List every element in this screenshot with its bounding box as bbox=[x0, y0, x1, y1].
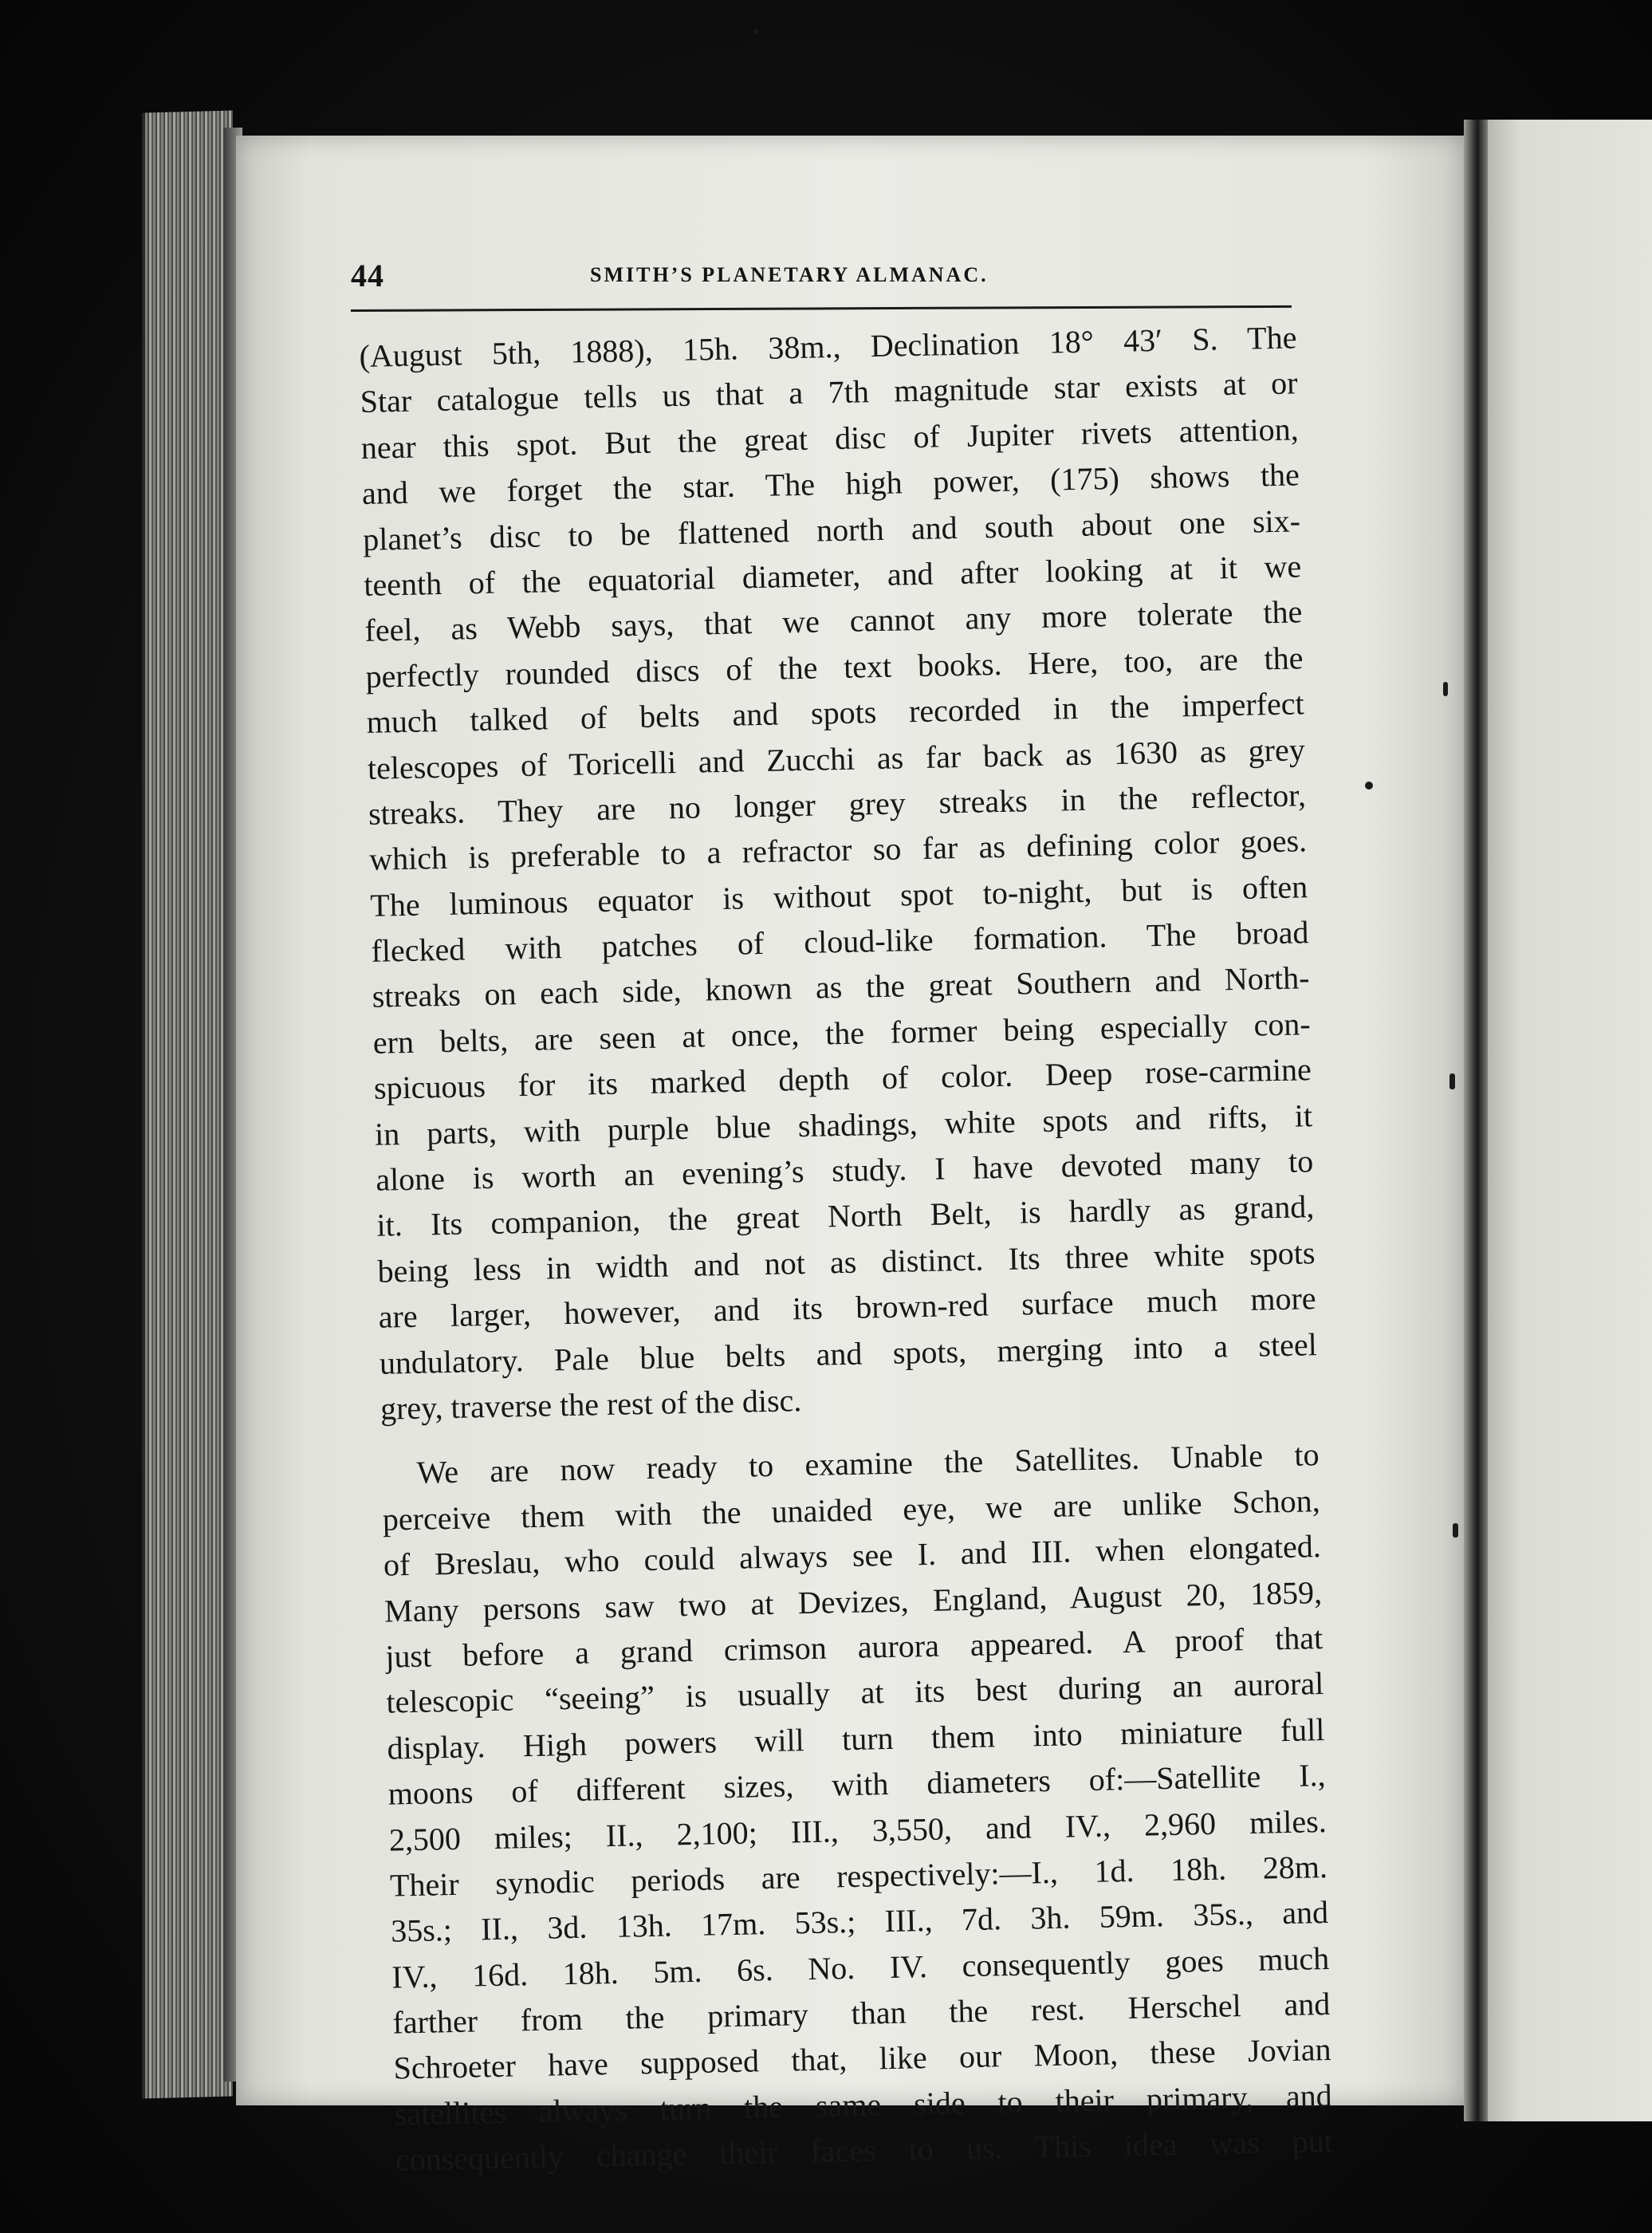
text-line: (August 5th, 1888), 15h. 38m., Declination 18° 43′ S. The bbox=[359, 319, 1297, 374]
page-header bbox=[351, 254, 1292, 301]
facing-page bbox=[1488, 120, 1652, 2121]
book-gutter bbox=[1464, 120, 1489, 2121]
text-line: ern belts, are seen at once, the former being especially con- bbox=[372, 1006, 1312, 1061]
scan-speck bbox=[1443, 682, 1448, 696]
paragraph-2 bbox=[381, 1432, 1333, 2183]
running-title: SMITH’S PLANETARY ALMANAC. bbox=[590, 263, 989, 286]
text-line: Schroeter have supposed that, like our Moon, these Jovian bbox=[393, 2031, 1331, 2087]
text-line: and we forget the star. The high power, (175) shows the bbox=[361, 456, 1300, 512]
text-line: 35s.; II., 3d. 13h. 17m. 53s.; III., 7d. 3h. 59m. 35s., and bbox=[390, 1894, 1329, 1949]
page-number: 44 bbox=[351, 258, 384, 293]
text-line: farther from the primary than the rest. Herschel and bbox=[392, 1986, 1331, 2041]
text-line: 2,500 miles; II., 2,100; III., 3,550, and IV., 2,960 miles. bbox=[388, 1802, 1328, 1858]
text-line: satellites always turn the same side to their primary, and bbox=[394, 2077, 1333, 2133]
text-line: Many persons saw two at Devizes, England, August 20, 1859, bbox=[384, 1573, 1323, 1629]
text-line: The luminous equator is without spot to-night, but is often bbox=[369, 868, 1308, 924]
text-line: telescopes of Toricelli and Zucchi as far back as 1630 as grey bbox=[367, 731, 1306, 786]
text-line: We are now ready to examine the Satellites. Unable to bbox=[416, 1436, 1320, 1491]
text-line: Their synodic periods are respectively:—I., 1d. 18h. 28m. bbox=[389, 1848, 1328, 1904]
text-line: it. Its companion, the great North Belt, is hardly as grand, bbox=[376, 1188, 1315, 1244]
text-line: moons of different sizes, with diameters of:—Satellite I., bbox=[387, 1757, 1326, 1812]
text-line: flecked with patches of cloud-like formation. The broad bbox=[371, 914, 1309, 969]
text-line: telescopic “seeing” is usually at its best during an auroral bbox=[386, 1665, 1324, 1720]
text-line: planet’s disc to be flattened north and south about one six- bbox=[362, 502, 1301, 557]
text-line: just before a grand crimson aurora appeared. A proof that bbox=[384, 1620, 1324, 1675]
text-line: Star catalogue tells us that a 7th magnitude star exists at or bbox=[360, 364, 1298, 420]
text-line: feel, as Webb says, that we cannot any more tolerate the bbox=[364, 593, 1303, 649]
text-line: of Breslau, who could always see I. and III. when elongated. bbox=[383, 1528, 1322, 1583]
scan-speck bbox=[1453, 1523, 1458, 1538]
text-line: spicuous for its marked depth of color. Deep rose-carmine bbox=[373, 1051, 1312, 1107]
text-line: are larger, however, and its brown-red surface much more bbox=[378, 1280, 1316, 1335]
text-line: which is preferable to a refractor so far as defining color goes. bbox=[368, 822, 1308, 878]
scan-speck bbox=[753, 29, 757, 34]
text-line: alone is worth an evening’s study. I have devoted many to bbox=[375, 1143, 1314, 1198]
book-page-edges bbox=[142, 111, 233, 2099]
text-line: much talked of belts and spots recorded in the imperfect bbox=[366, 685, 1305, 741]
text-line: display. High powers will turn them into miniature full bbox=[387, 1711, 1325, 1766]
text-line: streaks. They are no longer grey streaks in the reflector, bbox=[368, 777, 1307, 832]
scan-speck bbox=[1449, 1073, 1455, 1089]
body-text bbox=[359, 314, 1333, 2183]
text-line: being less in width and not as distinct. Its three white spots bbox=[377, 1234, 1316, 1290]
text-line: grey, traverse the rest of the disc. bbox=[380, 1382, 802, 1427]
text-line: teenth of the equatorial diameter, and after looking at it we bbox=[363, 548, 1302, 603]
text-line: streaks on each side, known as the great Southern and North- bbox=[372, 959, 1310, 1015]
paragraph-1 bbox=[359, 314, 1318, 1432]
scan-speck bbox=[1365, 782, 1373, 790]
text-line: in parts, with purple blue shadings, white spots and rifts, it bbox=[374, 1097, 1313, 1152]
text-line: perfectly rounded discs of the text books. Here, too, are the bbox=[365, 640, 1304, 695]
text-line: near this spot. But the great disc of Jupiter rivets attention, bbox=[360, 411, 1300, 466]
text-line: perceive them with the unaided eye, we are unlike Schon, bbox=[382, 1482, 1321, 1538]
text-line: undulatory. Pale blue belts and spots, merging into a steel bbox=[379, 1325, 1318, 1381]
text-line: IV., 16d. 18h. 5m. 6s. No. IV. consequently goes much bbox=[391, 1940, 1330, 1995]
text-line: consequently change their faces to us. This idea was put bbox=[395, 2123, 1334, 2178]
